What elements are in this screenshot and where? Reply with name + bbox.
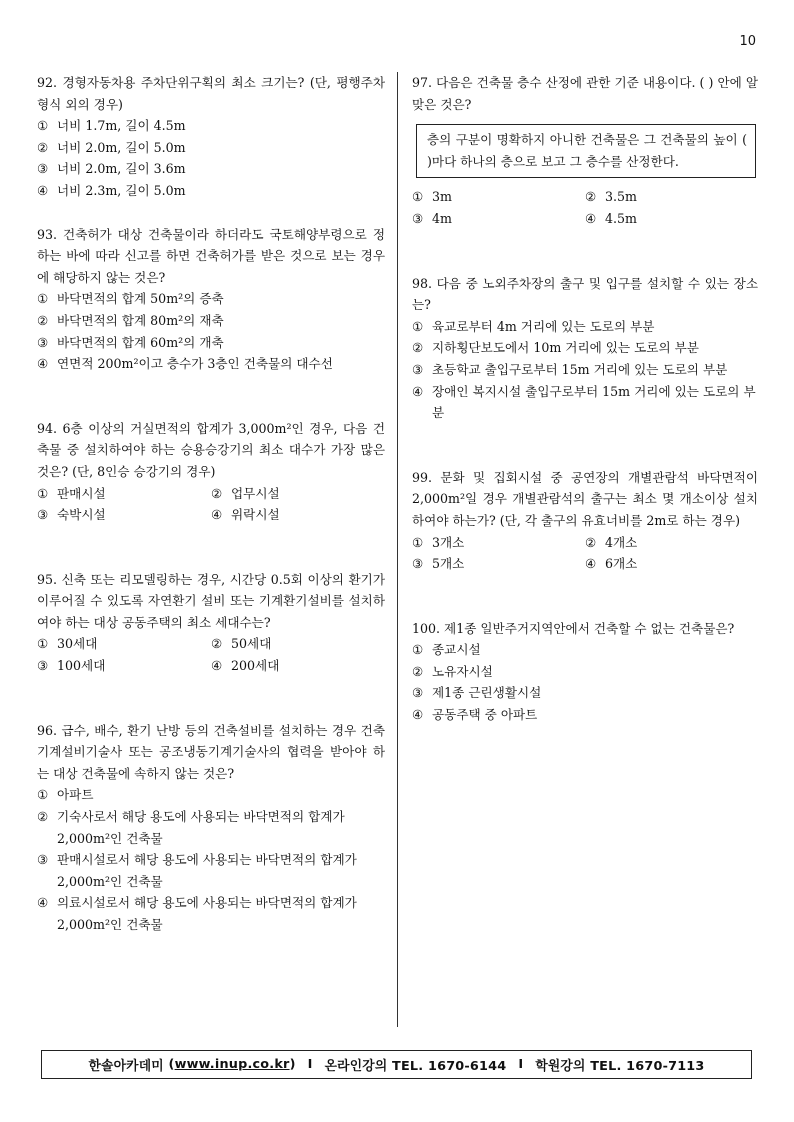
- option: ③ 4m: [412, 210, 452, 226]
- question-stem: 99. 문화 및 집회시설 중 공연장의 개별관람석 바닥면적이 2,000m²일 경우 개별관람석의 출구는 최소 몇 개소이상 설치하여야 하는가? (단, 각 출구의 유효너비를 2m로 하는 경우): [412, 469, 758, 528]
- option: ② 4개소: [585, 534, 638, 550]
- option: ① 바닥면적의 합계 50m²의 증축: [37, 291, 224, 307]
- option: ④ 공동주택 중 아파트: [412, 707, 538, 723]
- option: ① 종교시설: [412, 642, 481, 658]
- paren-close: ): [289, 1057, 296, 1072]
- option: ① 30세대: [37, 636, 98, 652]
- right-column: [412, 72, 758, 726]
- option: ③ 숙박시설: [37, 507, 106, 523]
- question-stem: 97. 다음은 건축물 층수 산정에 관한 기준 내용이다. ( ) 안에 알맞은 것은?: [412, 75, 758, 112]
- option: ④ 너비 2.3m, 길이 5.0m: [37, 182, 186, 198]
- option: ② 업무시설: [211, 485, 280, 501]
- footer-banner: [41, 1050, 752, 1079]
- option: ③ 바닥면적의 합계 60m²의 개축: [37, 334, 224, 350]
- option: ② 3.5m: [585, 189, 637, 205]
- question-97: [412, 72, 758, 230]
- option: ④ 연면적 200m²이고 층수가 3층인 건축물의 대수선: [37, 356, 333, 372]
- option: ③ 100세대: [37, 658, 106, 674]
- question-93: [37, 224, 385, 375]
- option: ② 노유자시설: [412, 663, 493, 679]
- option: ③ 제1종 근린생활시설: [412, 685, 542, 701]
- option: ① 3개소: [412, 534, 465, 550]
- option: ④ 위락시설: [211, 507, 280, 523]
- academy-name: 한솔아카데미: [88, 1059, 164, 1074]
- option: ② 지하횡단보도에서 10m 거리에 있는 도로의 부분: [412, 340, 699, 356]
- question-stem: 100. 제1종 일반주거지역안에서 건축할 수 없는 건축물은?: [412, 620, 735, 636]
- question-stem: 96. 급수, 배수, 환기 난방 등의 건축설비를 설치하는 경우 건축기계설비기술사 또는 공조냉동기계기술사의 협력을 받아야 하는 대상 건축물에 속하지 않는 것은?: [37, 722, 385, 781]
- option: ④ 장애인 복지시설 출입구로부터 15m 거리에 있는 도로의 부분: [412, 383, 756, 421]
- online-phone: 온라인강의 TEL. 1670-6144: [324, 1059, 507, 1074]
- question-stem: 98. 다음 중 노외주차장의 출구 및 입구를 설치할 수 있는 장소는?: [412, 275, 758, 313]
- option: ④ 4.5m: [585, 210, 637, 226]
- question-stem: 94. 6층 이상의 거실면적의 합계가 3,000m²인 경우, 다음 건축물 중 설치하여야 하는 승용승강기의 최소 대수가 가장 많은 것은? (단, 8인승 승강기의 경우): [37, 420, 385, 479]
- question-92: [37, 72, 385, 202]
- option: ③ 너비 2.0m, 길이 3.6m: [37, 161, 186, 177]
- option: ④ 의료시설로서 해당 용도에 사용되는 바닥면적의 합계가 2,000m²인 건축물: [37, 895, 357, 932]
- question-100: [412, 618, 758, 726]
- option: ② 너비 2.0m, 길이 5.0m: [37, 139, 186, 155]
- option: ① 3m: [412, 189, 452, 205]
- question-94: [37, 418, 385, 526]
- question-99: [412, 467, 758, 575]
- reference-box: 층의 구분이 명확하지 아니한 건축물은 그 건축물의 높이 ( )마다 하나의 층으로 보고 그 층수를 산정한다.: [416, 124, 756, 178]
- question-stem: 93. 건축허가 대상 건축물이라 하더라도 국토해양부령으로 정하는 바에 따라 신고를 하면 건축허가를 받은 것으로 보는 경우에 해당하지 않는 것은?: [37, 226, 385, 285]
- question-96: [37, 720, 385, 936]
- paren-open: (: [163, 1057, 175, 1072]
- option: ③ 판매시설로서 해당 용도에 사용되는 바닥면적의 합계가 2,000m²인 건축물: [37, 852, 357, 889]
- question-stem: 95. 신축 또는 리모델링하는 경우, 시간당 0.5회 이상의 환기가 이루어질 수 있도록 자연환기 설비 또는 기계환기설비를 설치하여야 하는 대상 공동주택의 최소 세대수는?: [37, 571, 385, 630]
- option: ④ 6개소: [585, 556, 638, 572]
- option: ② 바닥면적의 합계 80m²의 재축: [37, 312, 224, 328]
- option: ③ 5개소: [412, 556, 465, 572]
- option: ① 판매시설: [37, 485, 106, 501]
- offline-phone: 학원강의 TEL. 1670-7113: [535, 1059, 705, 1074]
- option: ② 기숙사로서 해당 용도에 사용되는 바닥면적의 합계가 2,000m²인 건축물: [37, 809, 345, 846]
- question-95: [37, 569, 385, 677]
- website-link[interactable]: www.inup.co.kr: [174, 1057, 290, 1072]
- column-divider: [397, 72, 398, 1027]
- option: ① 육교로부터 4m 거리에 있는 도로의 부분: [412, 318, 655, 334]
- option: ③ 초등학교 출입구로부터 15m 거리에 있는 도로의 부분: [412, 361, 728, 377]
- option: ① 너비 1.7m, 길이 4.5m: [37, 118, 186, 134]
- separator: I: [307, 1057, 313, 1072]
- left-column: [37, 72, 385, 936]
- separator: I: [518, 1057, 524, 1072]
- option: ④ 200세대: [211, 658, 280, 674]
- question-98: [412, 273, 758, 424]
- page-number: 10: [739, 34, 756, 49]
- option: ② 50세대: [211, 636, 272, 652]
- option: ① 아파트: [37, 787, 94, 803]
- question-stem: 92. 경형자동차용 주차단위구획의 최소 크기는? (단, 평행주차형식 외의 경우): [37, 75, 385, 112]
